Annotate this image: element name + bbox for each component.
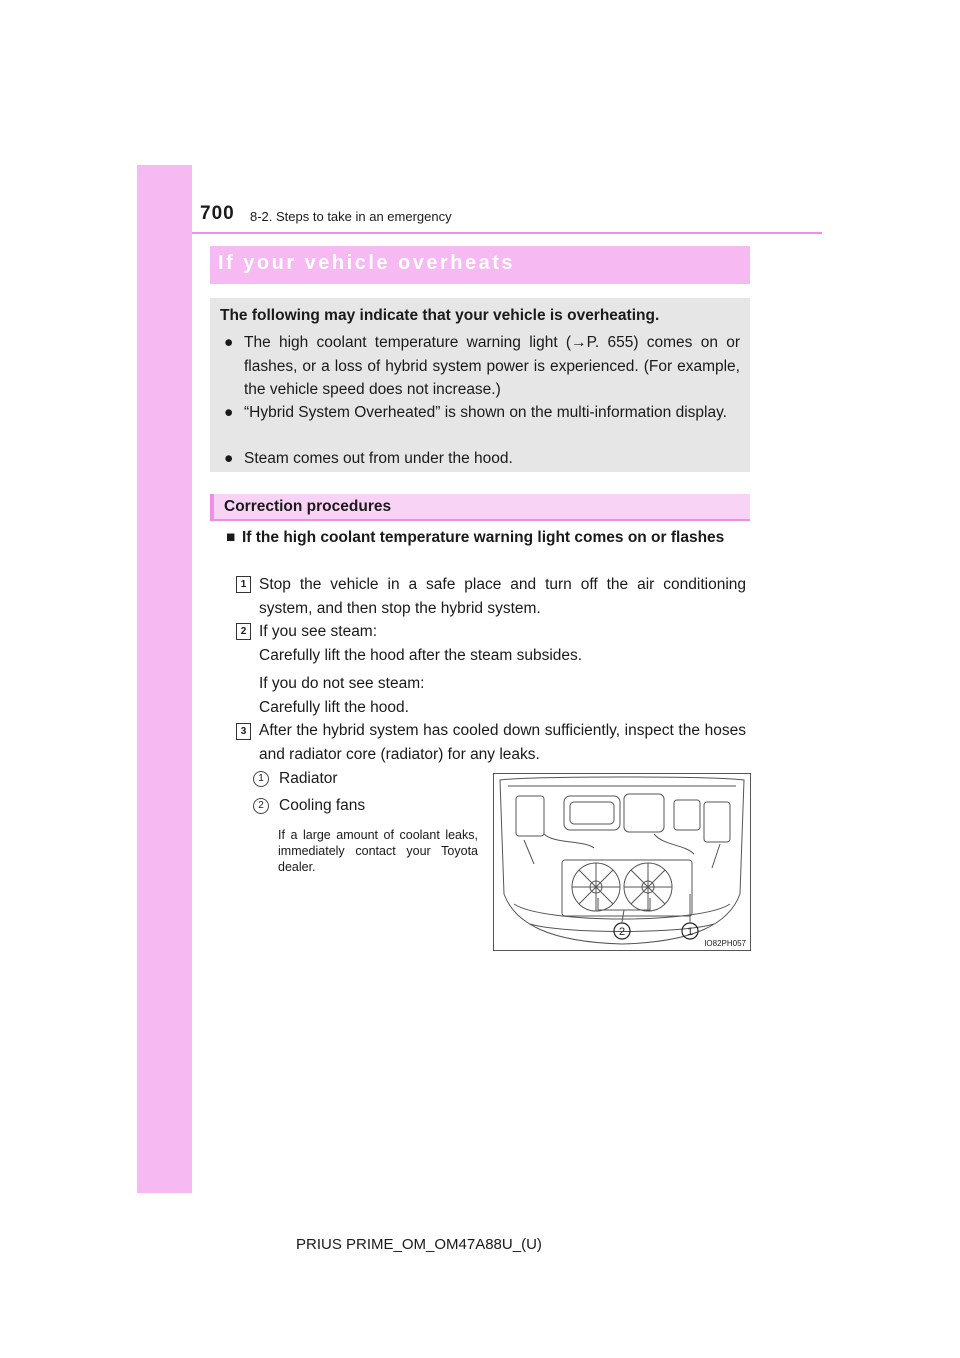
callout-radiator-label: 1 — [686, 926, 694, 938]
bullet-icon: ● — [224, 450, 234, 467]
symptom-item — [224, 331, 740, 402]
legend-item-cooling-fans — [253, 797, 365, 815]
symptom-text: Steam comes out from under the hood. — [244, 450, 513, 467]
symptoms-box — [210, 298, 750, 472]
coolant-leak-note: If a large amount of coolant leaks, immediately contact your Toyota dealer. — [278, 828, 478, 874]
square-bullet-icon: ■ — [226, 529, 236, 546]
legend-item-radiator — [253, 770, 338, 788]
page-number: 700 — [200, 203, 235, 224]
callout-number: 2 — [253, 798, 269, 814]
engine-bay-illustration — [494, 774, 750, 950]
page-title: If your vehicle overheats — [218, 252, 516, 274]
step-number-box: 1 — [236, 576, 251, 593]
bullet-icon: ● — [224, 404, 234, 421]
legend-label: Cooling fans — [279, 797, 366, 814]
page-title-bar — [210, 246, 750, 284]
symptom-text: “Hybrid System Overheated” is shown on the multi-information display. — [244, 404, 727, 421]
symptoms-lead: The following may indicate that your vehicle is overheating. — [220, 307, 660, 324]
step-number-box: 2 — [236, 623, 251, 640]
symptom-item — [224, 401, 740, 425]
step-text: Stop the vehicle in a safe place and turn off the air conditioning system, and then stop the hybrid system. — [259, 576, 746, 617]
callout-fans-label: 2 — [618, 926, 626, 938]
side-tab — [137, 165, 192, 1193]
section-heading: Correction procedures — [224, 498, 392, 515]
footer-document-id: PRIUS PRIME_OM_OM47A88U_(U) — [296, 1236, 542, 1253]
section-heading-bar — [210, 494, 750, 521]
step-text: Carefully lift the hood after the steam subsides. — [259, 647, 583, 664]
symptom-text: The high coolant temperature warning light (→P. 655) comes on or flashes, or a loss of hybrid system power is experienced. (For example, the vehicle speed does not increase.) — [244, 334, 740, 398]
engine-bay-figure — [493, 773, 751, 951]
bullet-icon: ● — [224, 334, 234, 351]
figure-code: IO82PH057 — [704, 939, 746, 948]
section-breadcrumb: 8-2. Steps to take in an emergency — [250, 209, 452, 224]
callout-number: 1 — [253, 771, 269, 787]
subsection-title: If the high coolant temperature warning light comes on or flashes — [242, 529, 725, 546]
step-text: If you do not see steam: — [259, 675, 425, 692]
step-text: If you see steam: — [259, 623, 378, 640]
symptom-item — [224, 447, 740, 471]
step-text: After the hybrid system has cooled down sufficiently, inspect the hoses and radiator core (radiator) for any leaks. — [259, 722, 746, 763]
step-number-box: 3 — [236, 723, 251, 740]
step-text: Carefully lift the hood. — [259, 699, 409, 716]
header-rule — [192, 232, 822, 234]
legend-label: Radiator — [279, 770, 338, 787]
subsection-heading — [226, 526, 746, 550]
